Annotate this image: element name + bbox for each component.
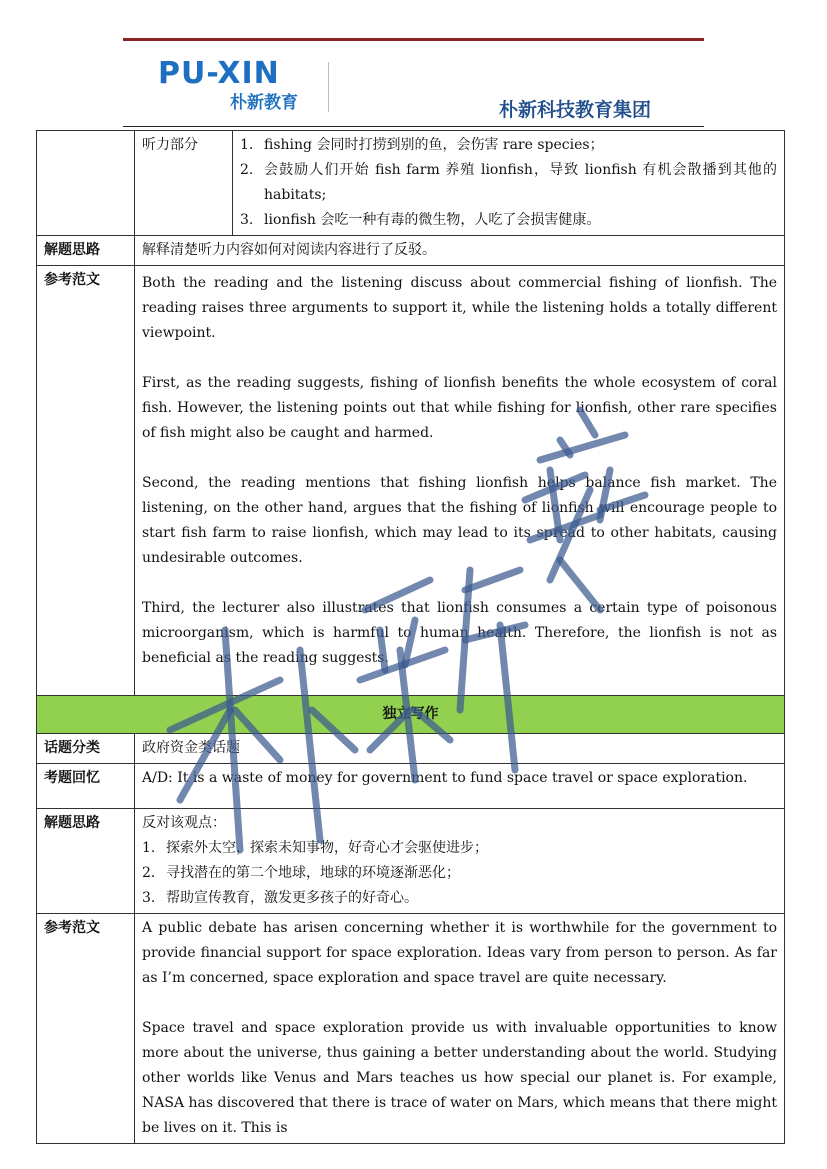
listening-row bbox=[37, 131, 785, 236]
group-name: 朴新科技教育集团 bbox=[499, 99, 652, 121]
topic-label: 话题分类 bbox=[37, 734, 135, 764]
ind-sample-label: 参考范文 bbox=[37, 914, 135, 1144]
question-value: A/D: It is a waste of money for government to fund space travel or space exploration. bbox=[135, 764, 785, 809]
topic-value: 政府资金类话题 bbox=[135, 734, 785, 764]
puxin-logo bbox=[158, 58, 328, 114]
ind-approach-content bbox=[135, 809, 785, 914]
section-header-row bbox=[37, 696, 785, 734]
sample-row bbox=[37, 266, 785, 696]
listening-label: 听力部分 bbox=[135, 131, 233, 236]
ind-sample-essay bbox=[135, 914, 785, 1144]
ind-sample-row bbox=[37, 914, 785, 1144]
topic-row bbox=[37, 734, 785, 764]
ind-approach-label: 解题思路 bbox=[37, 809, 135, 914]
sample-essay bbox=[135, 266, 785, 696]
approach-intro: 反对该观点： bbox=[142, 815, 226, 831]
section-title: 独立写作 bbox=[37, 696, 785, 734]
empty-cell bbox=[37, 131, 135, 236]
logo-main-text: PU-XIN bbox=[158, 56, 280, 91]
list-item: 2. 会鼓励人们开始 fish farm 养殖 lionfish，导致 lionfish 有机会散播到其他的 habitats; bbox=[240, 162, 777, 203]
listening-points bbox=[233, 131, 785, 236]
essay-paragraph: A public debate has arisen concerning whether it is worthwhile for the government to provide financial support for space exploration. Ideas vary from person to person. As far as I’m concerned, space exploration and space travel are quite necessary. bbox=[142, 920, 777, 986]
essay-paragraph: Second, the reading mentions that fishing lionfish helps balance fish market. The listening, on the other hand, argues that the fishing of lionfish will encourage people to start fish farm to raise lionfish, which may lead to its spread to other habitats, causing undesirable outcomes. bbox=[142, 475, 777, 566]
essay-paragraph: Third, the lecturer also illustrates that lionfish consumes a certain type of poisonous microorganism, which is harmful to human health. Therefore, the lionfish is not as beneficial as the reading suggests. bbox=[142, 600, 777, 666]
essay-paragraph: Space travel and space exploration provide us with invaluable opportunities to know more about the universe, thus gaining a better understanding about the world. Studying other worlds like Venus and Mars teaches us how special our planet is. For example, NASA has discovered that there is trace of water on Mars, which means that there might be lives on it. This is bbox=[142, 1020, 777, 1136]
question-row bbox=[37, 764, 785, 809]
list-item: 3. lionfish 会吃一种有毒的微生物，人吃了会损害健康。 bbox=[240, 212, 601, 228]
sample-label: 参考范文 bbox=[37, 266, 135, 696]
list-item: 1. 探索外太空，探索未知事物，好奇心才会驱使进步； bbox=[142, 840, 488, 856]
logo-separator bbox=[328, 62, 329, 112]
list-item: 3. 帮助宣传教育，激发更多孩子的好奇心。 bbox=[142, 890, 418, 906]
essay-paragraph: Both the reading and the listening discuss about commercial fishing of lionfish. The reading raises three arguments to support it, while the listening holds a totally different viewpoint. bbox=[142, 275, 777, 341]
essay-paragraph: First, as the reading suggests, fishing of lionfish benefits the whole ecosystem of coral fish. However, the listening points out that while fishing for lionfish, other rare specifies of fish might also be caught and harmed. bbox=[142, 375, 777, 441]
logo-sub-text: 朴新教育 bbox=[230, 93, 298, 113]
content-table bbox=[36, 130, 785, 1144]
list-item: 2. 寻找潜在的第二个地球，地球的环境逐渐恶化； bbox=[142, 865, 460, 881]
approach-text: 解释清楚听力内容如何对阅读内容进行了反驳。 bbox=[135, 236, 785, 266]
approach-label: 解题思路 bbox=[37, 236, 135, 266]
header-rule bbox=[123, 38, 704, 41]
approach-row bbox=[37, 236, 785, 266]
header-underline bbox=[123, 126, 704, 127]
list-item: 1. fishing 会同时打捞到别的鱼，会伤害 rare species； bbox=[240, 137, 604, 153]
ind-approach-row bbox=[37, 809, 785, 914]
question-label: 考题回忆 bbox=[37, 764, 135, 809]
